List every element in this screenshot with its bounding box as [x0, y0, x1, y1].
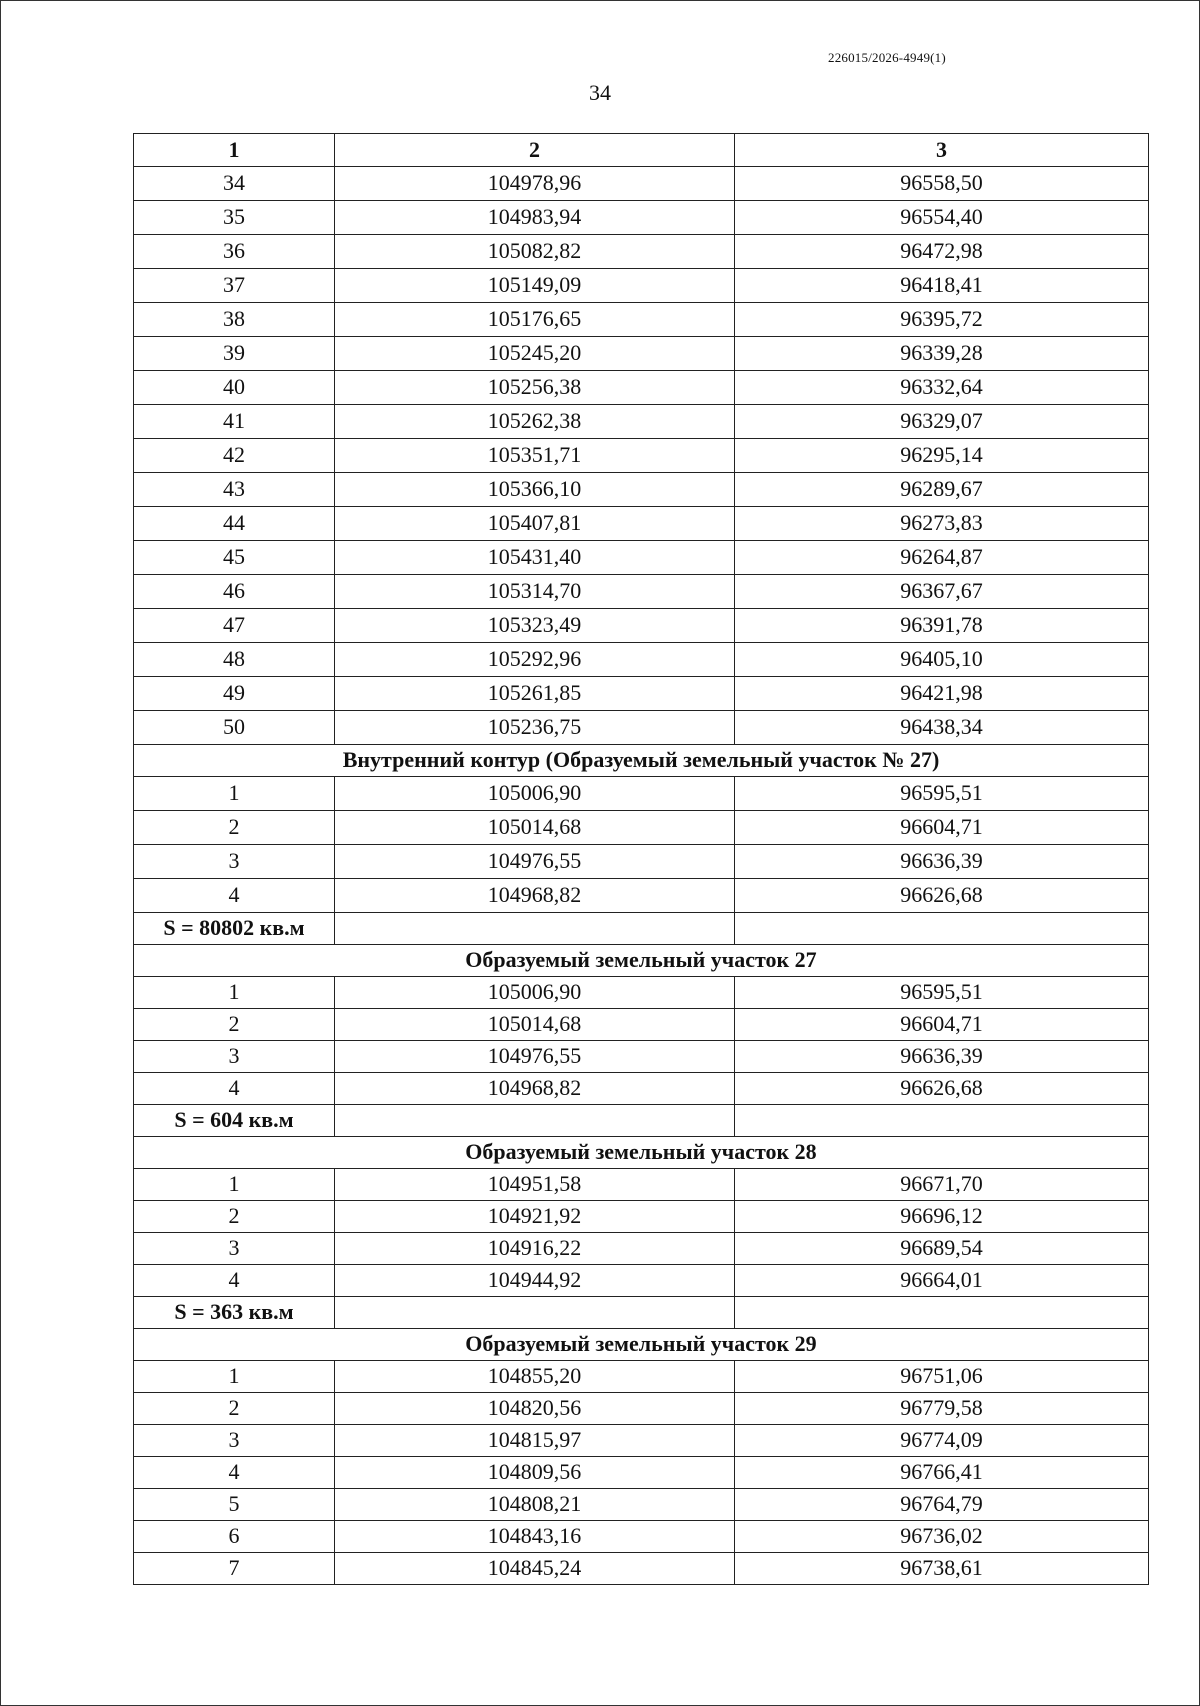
table-row	[134, 337, 1149, 371]
table-row	[134, 609, 1149, 643]
table-cell: 2	[134, 811, 335, 845]
table-cell: 104843,16	[335, 1521, 735, 1553]
table-row	[134, 879, 1149, 913]
table-cell: 96636,39	[735, 845, 1149, 879]
table-cell: 47	[134, 609, 335, 643]
table-row	[134, 541, 1149, 575]
table-cell: 96664,01	[735, 1265, 1149, 1297]
table-cell: 3	[134, 1425, 335, 1457]
table-cell: 104968,82	[335, 1073, 735, 1105]
table-row	[134, 1553, 1149, 1585]
table-cell: 96438,34	[735, 711, 1149, 745]
table-cell: 1	[134, 777, 335, 811]
table-cell: 4	[134, 1073, 335, 1105]
table-cell: 96295,14	[735, 439, 1149, 473]
table-cell: 104978,96	[335, 167, 735, 201]
section-title: Внутренний контур (Образуемый земельный участок № 27)	[134, 745, 1149, 777]
area-row	[134, 913, 1149, 945]
table-cell: 96626,68	[735, 879, 1149, 913]
column-header: 1	[134, 134, 335, 167]
table-cell: 105245,20	[335, 337, 735, 371]
table-cell: 96696,12	[735, 1201, 1149, 1233]
table-cell: 96764,79	[735, 1489, 1149, 1521]
table-cell: 40	[134, 371, 335, 405]
table-cell: 38	[134, 303, 335, 337]
table-cell: 104983,94	[335, 201, 735, 235]
table-cell: 34	[134, 167, 335, 201]
table-cell: 104968,82	[335, 879, 735, 913]
table-cell: 4	[134, 879, 335, 913]
table-cell: 96421,98	[735, 677, 1149, 711]
table-cell: 105256,38	[335, 371, 735, 405]
table-row	[134, 1233, 1149, 1265]
table-cell: 96636,39	[735, 1041, 1149, 1073]
area-row	[134, 1297, 1149, 1329]
table-cell: 104845,24	[335, 1553, 735, 1585]
section-title: Образуемый земельный участок 29	[134, 1329, 1149, 1361]
table-row	[134, 1489, 1149, 1521]
column-header: 3	[735, 134, 1149, 167]
table-cell: 96391,78	[735, 609, 1149, 643]
table-cell: 104951,58	[335, 1169, 735, 1201]
table-row	[134, 167, 1149, 201]
section-title: Образуемый земельный участок 28	[134, 1137, 1149, 1169]
table-row	[134, 1169, 1149, 1201]
table-cell: 36	[134, 235, 335, 269]
table-cell: 96774,09	[735, 1425, 1149, 1457]
table-cell: 96405,10	[735, 643, 1149, 677]
table-row	[134, 643, 1149, 677]
table-row	[134, 371, 1149, 405]
table-cell: 96595,51	[735, 777, 1149, 811]
table-cell: 105407,81	[335, 507, 735, 541]
table-cell: 105261,85	[335, 677, 735, 711]
table-cell: 96367,67	[735, 575, 1149, 609]
table-cell: 39	[134, 337, 335, 371]
table-cell: 104820,56	[335, 1393, 735, 1425]
table-row	[134, 303, 1149, 337]
table-cell: 50	[134, 711, 335, 745]
table-row	[134, 507, 1149, 541]
table-cell: 6	[134, 1521, 335, 1553]
area-value: S = 80802 кв.м	[134, 913, 335, 945]
table-cell: 105014,68	[335, 811, 735, 845]
area-value: S = 604 кв.м	[134, 1105, 335, 1137]
section-title-row	[134, 1329, 1149, 1361]
table-row	[134, 811, 1149, 845]
coordinates-table	[133, 133, 1149, 1585]
table-row	[134, 1361, 1149, 1393]
area-row	[134, 1105, 1149, 1137]
table-cell: 104916,22	[335, 1233, 735, 1265]
section-title-row	[134, 745, 1149, 777]
table-cell: 105366,10	[335, 473, 735, 507]
table-row	[134, 1393, 1149, 1425]
table-cell: 104976,55	[335, 845, 735, 879]
table-cell: 96264,87	[735, 541, 1149, 575]
table-cell: 105006,90	[335, 977, 735, 1009]
table-cell: 96604,71	[735, 811, 1149, 845]
table-row	[134, 711, 1149, 745]
table-cell: 96595,51	[735, 977, 1149, 1009]
table-cell: 1	[134, 1361, 335, 1393]
table-cell: 104855,20	[335, 1361, 735, 1393]
table-cell: 105262,38	[335, 405, 735, 439]
table-row	[134, 677, 1149, 711]
table-cell: 2	[134, 1201, 335, 1233]
table-cell: 105314,70	[335, 575, 735, 609]
section-title-row	[134, 1137, 1149, 1169]
area-value: S = 363 кв.м	[134, 1297, 335, 1329]
header-row	[134, 134, 1149, 167]
table-cell: 105149,09	[335, 269, 735, 303]
table-row	[134, 1041, 1149, 1073]
table-cell: 105176,65	[335, 303, 735, 337]
empty-cell	[335, 913, 735, 945]
table-cell: 3	[134, 1041, 335, 1073]
table-cell: 1	[134, 1169, 335, 1201]
table-row	[134, 1201, 1149, 1233]
table-row	[134, 201, 1149, 235]
table-row	[134, 235, 1149, 269]
table-cell: 96395,72	[735, 303, 1149, 337]
table-row	[134, 439, 1149, 473]
table-cell: 35	[134, 201, 335, 235]
section-title-row	[134, 945, 1149, 977]
empty-cell	[335, 1105, 735, 1137]
table-cell: 96472,98	[735, 235, 1149, 269]
table-cell: 96339,28	[735, 337, 1149, 371]
table-row	[134, 1009, 1149, 1041]
table-cell: 96418,41	[735, 269, 1149, 303]
table-cell: 7	[134, 1553, 335, 1585]
table-cell: 104808,21	[335, 1489, 735, 1521]
page-number: 34	[589, 80, 611, 105]
table-cell: 105431,40	[335, 541, 735, 575]
table-cell: 104944,92	[335, 1265, 735, 1297]
table-row	[134, 405, 1149, 439]
column-header: 2	[335, 134, 735, 167]
table-cell: 2	[134, 1393, 335, 1425]
table-cell: 96604,71	[735, 1009, 1149, 1041]
table-cell: 96736,02	[735, 1521, 1149, 1553]
table-cell: 105082,82	[335, 235, 735, 269]
table-row	[134, 269, 1149, 303]
table-cell: 4	[134, 1265, 335, 1297]
table-cell: 96273,83	[735, 507, 1149, 541]
table-cell: 104809,56	[335, 1457, 735, 1489]
table-cell: 44	[134, 507, 335, 541]
table-cell: 4	[134, 1457, 335, 1489]
table-cell: 1	[134, 977, 335, 1009]
empty-cell	[735, 1105, 1149, 1137]
table-cell: 105006,90	[335, 777, 735, 811]
table-row	[134, 1265, 1149, 1297]
table-row	[134, 845, 1149, 879]
table-row	[134, 1073, 1149, 1105]
table-cell: 41	[134, 405, 335, 439]
table-cell: 96626,68	[735, 1073, 1149, 1105]
table-cell: 105323,49	[335, 609, 735, 643]
table-cell: 96289,67	[735, 473, 1149, 507]
document-id: 226015/2026-4949(1)	[828, 50, 946, 65]
table-row	[134, 1457, 1149, 1489]
table-cell: 48	[134, 643, 335, 677]
table-row	[134, 1425, 1149, 1457]
table-cell: 96779,58	[735, 1393, 1149, 1425]
table-cell: 5	[134, 1489, 335, 1521]
table-row	[134, 1521, 1149, 1553]
table-cell: 96751,06	[735, 1361, 1149, 1393]
table-cell: 96332,64	[735, 371, 1149, 405]
empty-cell	[335, 1297, 735, 1329]
table-cell: 2	[134, 1009, 335, 1041]
table-cell: 45	[134, 541, 335, 575]
table-cell: 37	[134, 269, 335, 303]
table-cell: 96738,61	[735, 1553, 1149, 1585]
empty-cell	[735, 1297, 1149, 1329]
table-cell: 105292,96	[335, 643, 735, 677]
table-cell: 104815,97	[335, 1425, 735, 1457]
table-cell: 104976,55	[335, 1041, 735, 1073]
table-cell: 96689,54	[735, 1233, 1149, 1265]
table-cell: 105351,71	[335, 439, 735, 473]
table-cell: 3	[134, 845, 335, 879]
empty-cell	[735, 913, 1149, 945]
table-cell: 105236,75	[335, 711, 735, 745]
table-cell: 43	[134, 473, 335, 507]
table-cell: 46	[134, 575, 335, 609]
table-cell: 96766,41	[735, 1457, 1149, 1489]
table-cell: 104921,92	[335, 1201, 735, 1233]
table-row	[134, 777, 1149, 811]
table-cell: 105014,68	[335, 1009, 735, 1041]
section-title: Образуемый земельный участок 27	[134, 945, 1149, 977]
table-row	[134, 575, 1149, 609]
table-cell: 42	[134, 439, 335, 473]
table-row	[134, 977, 1149, 1009]
table-cell: 96554,40	[735, 201, 1149, 235]
table-cell: 96329,07	[735, 405, 1149, 439]
table-cell: 3	[134, 1233, 335, 1265]
table-cell: 96558,50	[735, 167, 1149, 201]
table-cell: 49	[134, 677, 335, 711]
table-row	[134, 473, 1149, 507]
table-cell: 96671,70	[735, 1169, 1149, 1201]
